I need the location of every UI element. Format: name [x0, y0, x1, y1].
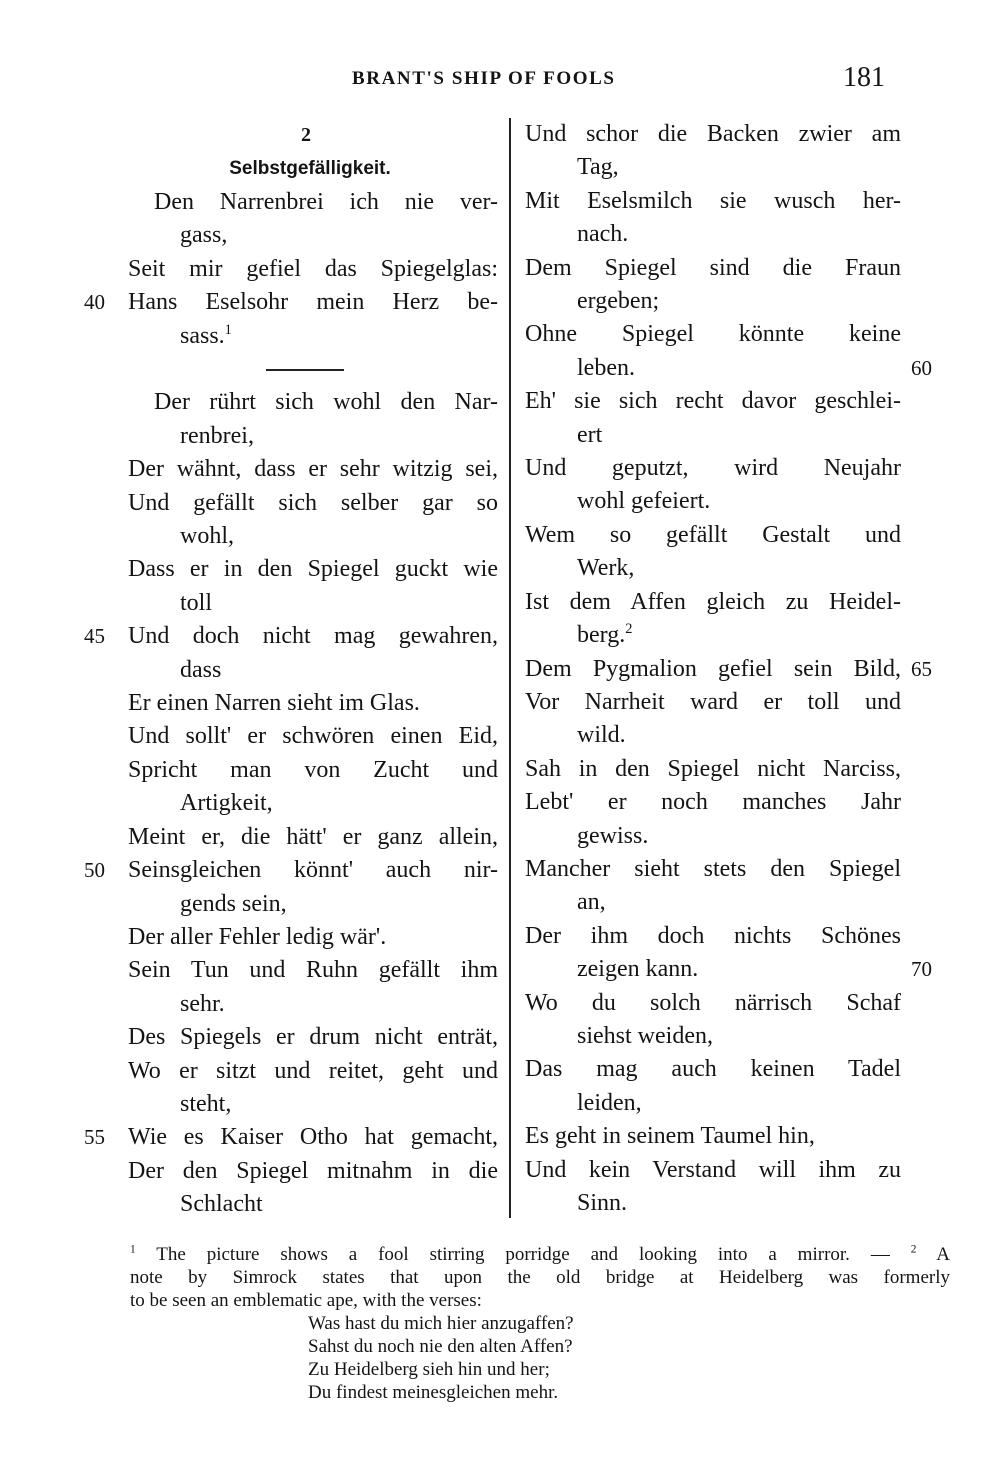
verse-line: Dass er in den Spiegel guckt wie — [128, 556, 498, 583]
verse-line: Wo du solch närrisch Schaf — [525, 989, 901, 1016]
verse-line: nach. — [577, 221, 629, 248]
left-verse — [84, 186, 498, 1222]
footnote-verse-line: Du findest meinesgleichen mehr. — [308, 1382, 559, 1403]
verse-line: siehst weiden, — [577, 1022, 713, 1049]
footnote-line: note by Simrock states that upon the old bridge at Heidelberg was formerly — [130, 1267, 950, 1288]
verse-line: Spricht man von Zucht und — [128, 756, 498, 783]
verse-line: Lebt' er noch manches Jahr — [525, 789, 901, 816]
line-number: 70 — [911, 957, 932, 982]
verse-line: Und sollt' er schwören einen Eid, — [128, 723, 498, 750]
section-separator — [128, 353, 498, 386]
right-column — [525, 118, 932, 1220]
verse-line: Werk, — [577, 555, 635, 582]
verse-line: sass.$^1$ — [180, 321, 232, 349]
verse-line: Meint er, die hätt' er ganz allein, — [128, 823, 498, 850]
verse-line: Vor Narrheit ward er toll und — [525, 688, 901, 715]
verse-line: leben. 60 — [525, 352, 901, 385]
verse-line: ergeben; — [577, 288, 660, 315]
verse-line: an, — [577, 889, 606, 916]
verse-line: Sah in den Spiegel nicht Narciss, — [525, 755, 901, 782]
verse-line: 50 Seinsgleichen könnt' auch nir- — [128, 854, 498, 887]
verse-line: Und geputzt, wird Neujahr — [525, 455, 901, 482]
verse-line: Ohne Spiegel könnte keine — [525, 321, 901, 348]
footnote-verse-line: Zu Heidelberg sieh hin und her; — [308, 1359, 550, 1380]
verse-line: 45 Und doch nicht mag gewahren, — [128, 620, 498, 653]
footnote-line: $^1$ The picture shows a fool stirring porridge and looking into a mirror. — $^2$ A — [130, 1243, 951, 1265]
line-number: 65 — [911, 656, 932, 681]
running-title: BRANT'S SHIP OF FOOLS — [352, 68, 616, 89]
verse-line: gewiss. — [577, 822, 649, 849]
column-divider — [509, 118, 511, 1218]
verse-line: Und kein Verstand will ihm zu — [525, 1156, 901, 1183]
footnote-marker: 1 — [130, 1243, 136, 1256]
verse-line: renbrei, — [180, 422, 254, 449]
line-number: 40 — [84, 290, 105, 315]
verse-line: Sein Tun und Ruhn gefällt ihm — [128, 957, 498, 984]
verse-line: Der ihm doch nichts Schönes — [525, 922, 901, 949]
verse-line: Das mag auch keinen Tadel — [525, 1056, 901, 1083]
verse-line: sehr. — [180, 990, 225, 1017]
line-number: 45 — [84, 624, 105, 649]
verse-line: Sinn. — [577, 1190, 628, 1216]
verse-line: Artigkeit, — [180, 790, 273, 817]
verse-line: Dem Pygmalion gefiel sein Bild, 65 — [525, 653, 901, 686]
verse-line: ert — [577, 421, 603, 448]
line-number: 60 — [911, 355, 932, 380]
verse-line: Der den Spiegel mitnahm in die — [128, 1157, 498, 1184]
verse-line: Er einen Narren sieht im Glas. — [128, 690, 420, 717]
verse-line: gends sein, — [180, 890, 287, 917]
verse-line: Mit Eselsmilch sie wusch her- — [525, 187, 901, 214]
verse-line: dass — [180, 656, 222, 683]
section-number: 2 — [301, 124, 311, 146]
verse-line: leiden, — [577, 1089, 642, 1116]
line-number: 50 — [84, 858, 105, 883]
page-number: 181 — [843, 62, 885, 93]
footnote-verse — [308, 1312, 950, 1404]
verse-line: gass, — [180, 222, 228, 249]
right-verse — [525, 118, 932, 1220]
verse-line: Seit mir gefiel das Spiegelglas: — [128, 255, 498, 282]
verse-line: Tag, — [577, 154, 619, 181]
verse-line: 55 Wie es Kaiser Otho hat gemacht, — [128, 1121, 498, 1154]
running-header — [0, 62, 1000, 98]
section-title: Selbstgefälligkeit. — [229, 158, 391, 179]
verse-line: Dem Spiegel sind die Fraun — [525, 254, 901, 281]
verse-line: Der aller Fehler ledig wär'. — [128, 923, 387, 950]
verse-line: Mancher sieht stets den Spiegel — [525, 855, 901, 882]
footnote-marker: 2 — [910, 1243, 917, 1256]
verse-line: toll — [180, 589, 213, 616]
verse-line: Des Spiegels er drum nicht enträt, — [128, 1024, 498, 1051]
verse-line: Und schor die Backen zwier am — [525, 121, 901, 147]
verse-line: Schlacht — [180, 1191, 263, 1218]
verse-line: Und gefällt sich selber gar so — [128, 489, 498, 516]
footnote-line: to be seen an emblematic ape, with the verses: — [130, 1290, 482, 1311]
footnote-verse-line: Sahst du noch nie den alten Affen? — [308, 1336, 573, 1357]
line-number: 55 — [84, 1125, 105, 1150]
verse-line: Wo er sitzt und reitet, geht und — [128, 1057, 498, 1084]
footnote-ref: 1 — [224, 321, 232, 338]
verse-line: Ist dem Affen gleich zu Heidel- — [525, 588, 901, 615]
verse-line: zeigen kann. 70 — [525, 953, 901, 986]
verse-line: Wem so gefällt Gestalt und — [525, 521, 901, 548]
verse-line: Eh' sie sich recht davor geschlei- — [525, 388, 901, 415]
footnote-ref: 2 — [625, 621, 633, 638]
left-column — [84, 118, 498, 1222]
verse-line: 40 Hans Eselsohr mein Herz be- — [128, 286, 498, 319]
verse-line: berg.$^2$ — [577, 621, 633, 649]
verse-line: Der wähnt, dass er sehr witzig sei, — [128, 456, 498, 483]
verse-line: wild. — [577, 722, 626, 749]
verse-line: wohl, — [180, 523, 234, 550]
verse-line: Es geht in seinem Taumel hin, — [525, 1123, 815, 1150]
footnote-verse-line: Was hast du mich hier anzugaffen? — [308, 1313, 574, 1334]
verse-line: Den Narrenbrei ich nie ver- — [154, 189, 498, 215]
footnotes — [130, 1243, 950, 1404]
verse-line: wohl gefeiert. — [577, 488, 711, 515]
verse-line: steht, — [180, 1090, 232, 1117]
verse-line: Der rührt sich wohl den Nar- — [154, 389, 498, 416]
